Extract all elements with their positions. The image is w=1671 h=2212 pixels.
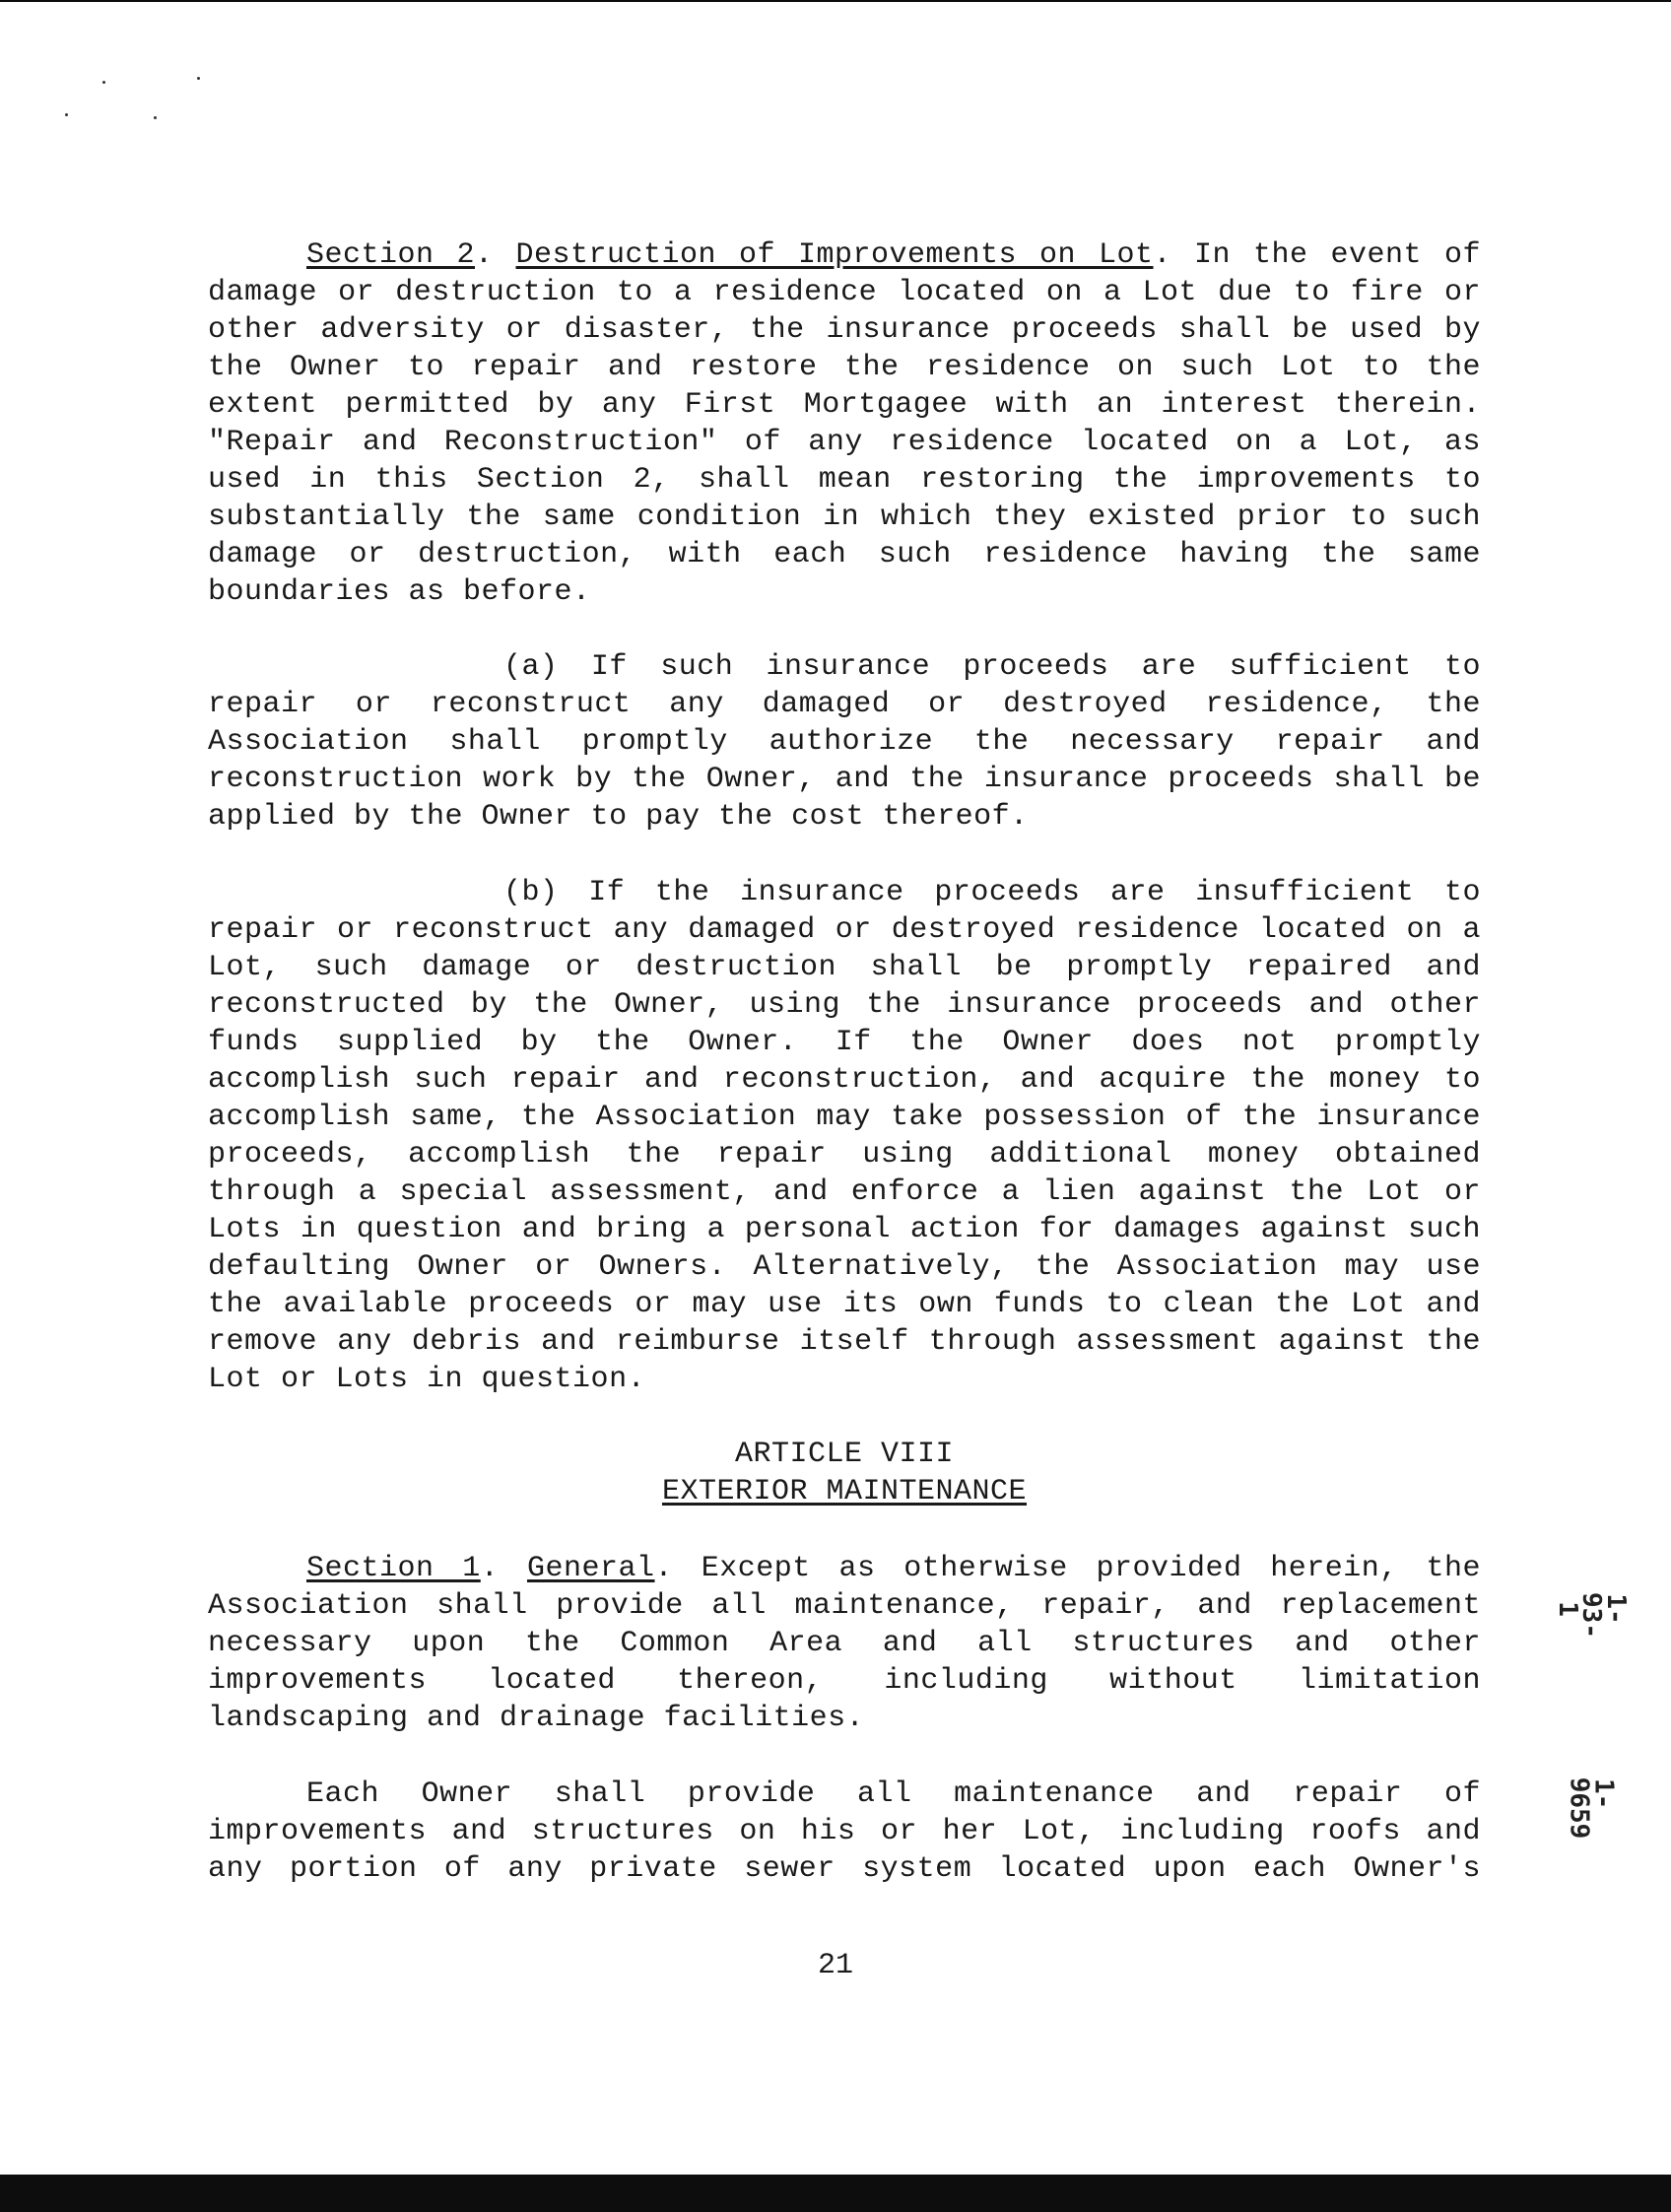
owner-maintenance-paragraph bbox=[208, 1776, 1481, 1888]
section-1-text: Except as otherwise provided herein, the Association shall provide all maintenance, repair, and replacement necessary upon the Common Area and all structures and other improvements located thereon, including without limitation landscaping and drainage facilities. bbox=[208, 1552, 1481, 1735]
subsection-b-paragraph bbox=[208, 874, 1481, 1398]
scan-speck bbox=[102, 81, 105, 84]
scan-top-edge bbox=[0, 0, 1671, 2]
section-1-label: Section 1 bbox=[306, 1552, 481, 1585]
section-2-label: Section 2 bbox=[306, 238, 476, 272]
section-1-title: General bbox=[526, 1552, 655, 1585]
margin-stamp-top: 1-93-1 bbox=[1552, 1592, 1632, 1639]
scan-speck bbox=[197, 77, 200, 80]
section-2-text: In the event of damage or destruction to a residence located on a Lot due to fire or other adversity or disaster, the insurance proceeds shall be used by the Owner to repair and restore the residence on such Lot to the extent permitted by any First Mortgagee with an interest therein. "Repair and Reconstruction" of any residence located on a Lot, as used in this Section 2, shall mean restoring the improvements to substantially the same condition in which they existed prior to such damage or destruction, with each such residence having the same boundaries as before. bbox=[208, 238, 1481, 609]
article-heading bbox=[208, 1436, 1481, 1510]
section-2-title: Destruction of Improvements on Lot bbox=[515, 238, 1154, 272]
article-title: EXTERIOR MAINTENANCE bbox=[661, 1475, 1028, 1508]
subsection-a-text: If such insurance proceeds are sufficient to repair or reconstruct any damaged or destroyed residence, the Association shall promptly authorize the necessary repair and reconstruction work by the Owner, and the insurance proceeds shall be applied by the Owner to pay the cost thereof. bbox=[208, 650, 1481, 834]
scan-bottom-edge bbox=[0, 2175, 1671, 2212]
section-1-paragraph: Section 1. General. Except as otherwise provided herein, the Association shall provide all maintenance, repair, and replacement necessary upon the Common Area and all structures and other improvements located thereon, including without limitation landscaping and drainage facilities. bbox=[208, 1552, 1481, 1735]
subsection-a-label: (a) bbox=[503, 650, 559, 684]
article-number: ARTICLE VIII bbox=[734, 1438, 955, 1471]
page-number: 21 bbox=[817, 1949, 853, 1982]
margin-stamp-bottom: 1-9659 bbox=[1565, 1776, 1619, 1840]
scan-speck bbox=[154, 116, 157, 119]
section-2-paragraph: Section 2. Destruction of Improvements on Lot. In the event of damage or destruction to a residence located on a Lot due to fire or other adversity or disaster, the insurance proceeds shall be used by the Owner to repair and restore the residence on such Lot to the extent permitted by any First Mortgagee with an interest therein. "Repair and Reconstruction" of any residence located on a Lot, as used in this Section 2, shall mean restoring the improvements to substantially the same condition in which they existed prior to such damage or destruction, with each such residence having the same boundaries as before. bbox=[208, 238, 1481, 609]
scan-speck bbox=[65, 113, 68, 116]
subsection-b-text: If the insurance proceeds are insufficient to repair or reconstruct any damaged or destroyed residence located on a Lot, such damage or destruction shall be promptly repaired and reconstructed by the Owner, using the insurance proceeds and other funds supplied by the Owner. If the Owner does not promptly accomplish such repair and reconstruction, and acquire the money to accomplish same, the Association may take possession of the insurance proceeds, accomplish the repair using additional money obtained through a special assessment, and enforce a lien against the Lot or Lots in question and bring a personal action for damages against such defaulting Owner or Owners. Alternatively, the Association may use the available proceeds or may use its own funds to clean the Lot and remove any debris and reimburse itself through assessment against the Lot or Lots in question. bbox=[208, 876, 1481, 1396]
owner-maintenance-text: Each Owner shall provide all maintenance and repair of improvements and structures on his or her Lot, including roofs and any portion of any private sewer system located upon each Owner's bbox=[208, 1777, 1481, 1886]
subsection-b-label: (b) bbox=[503, 876, 559, 909]
subsection-a-paragraph bbox=[208, 648, 1481, 836]
